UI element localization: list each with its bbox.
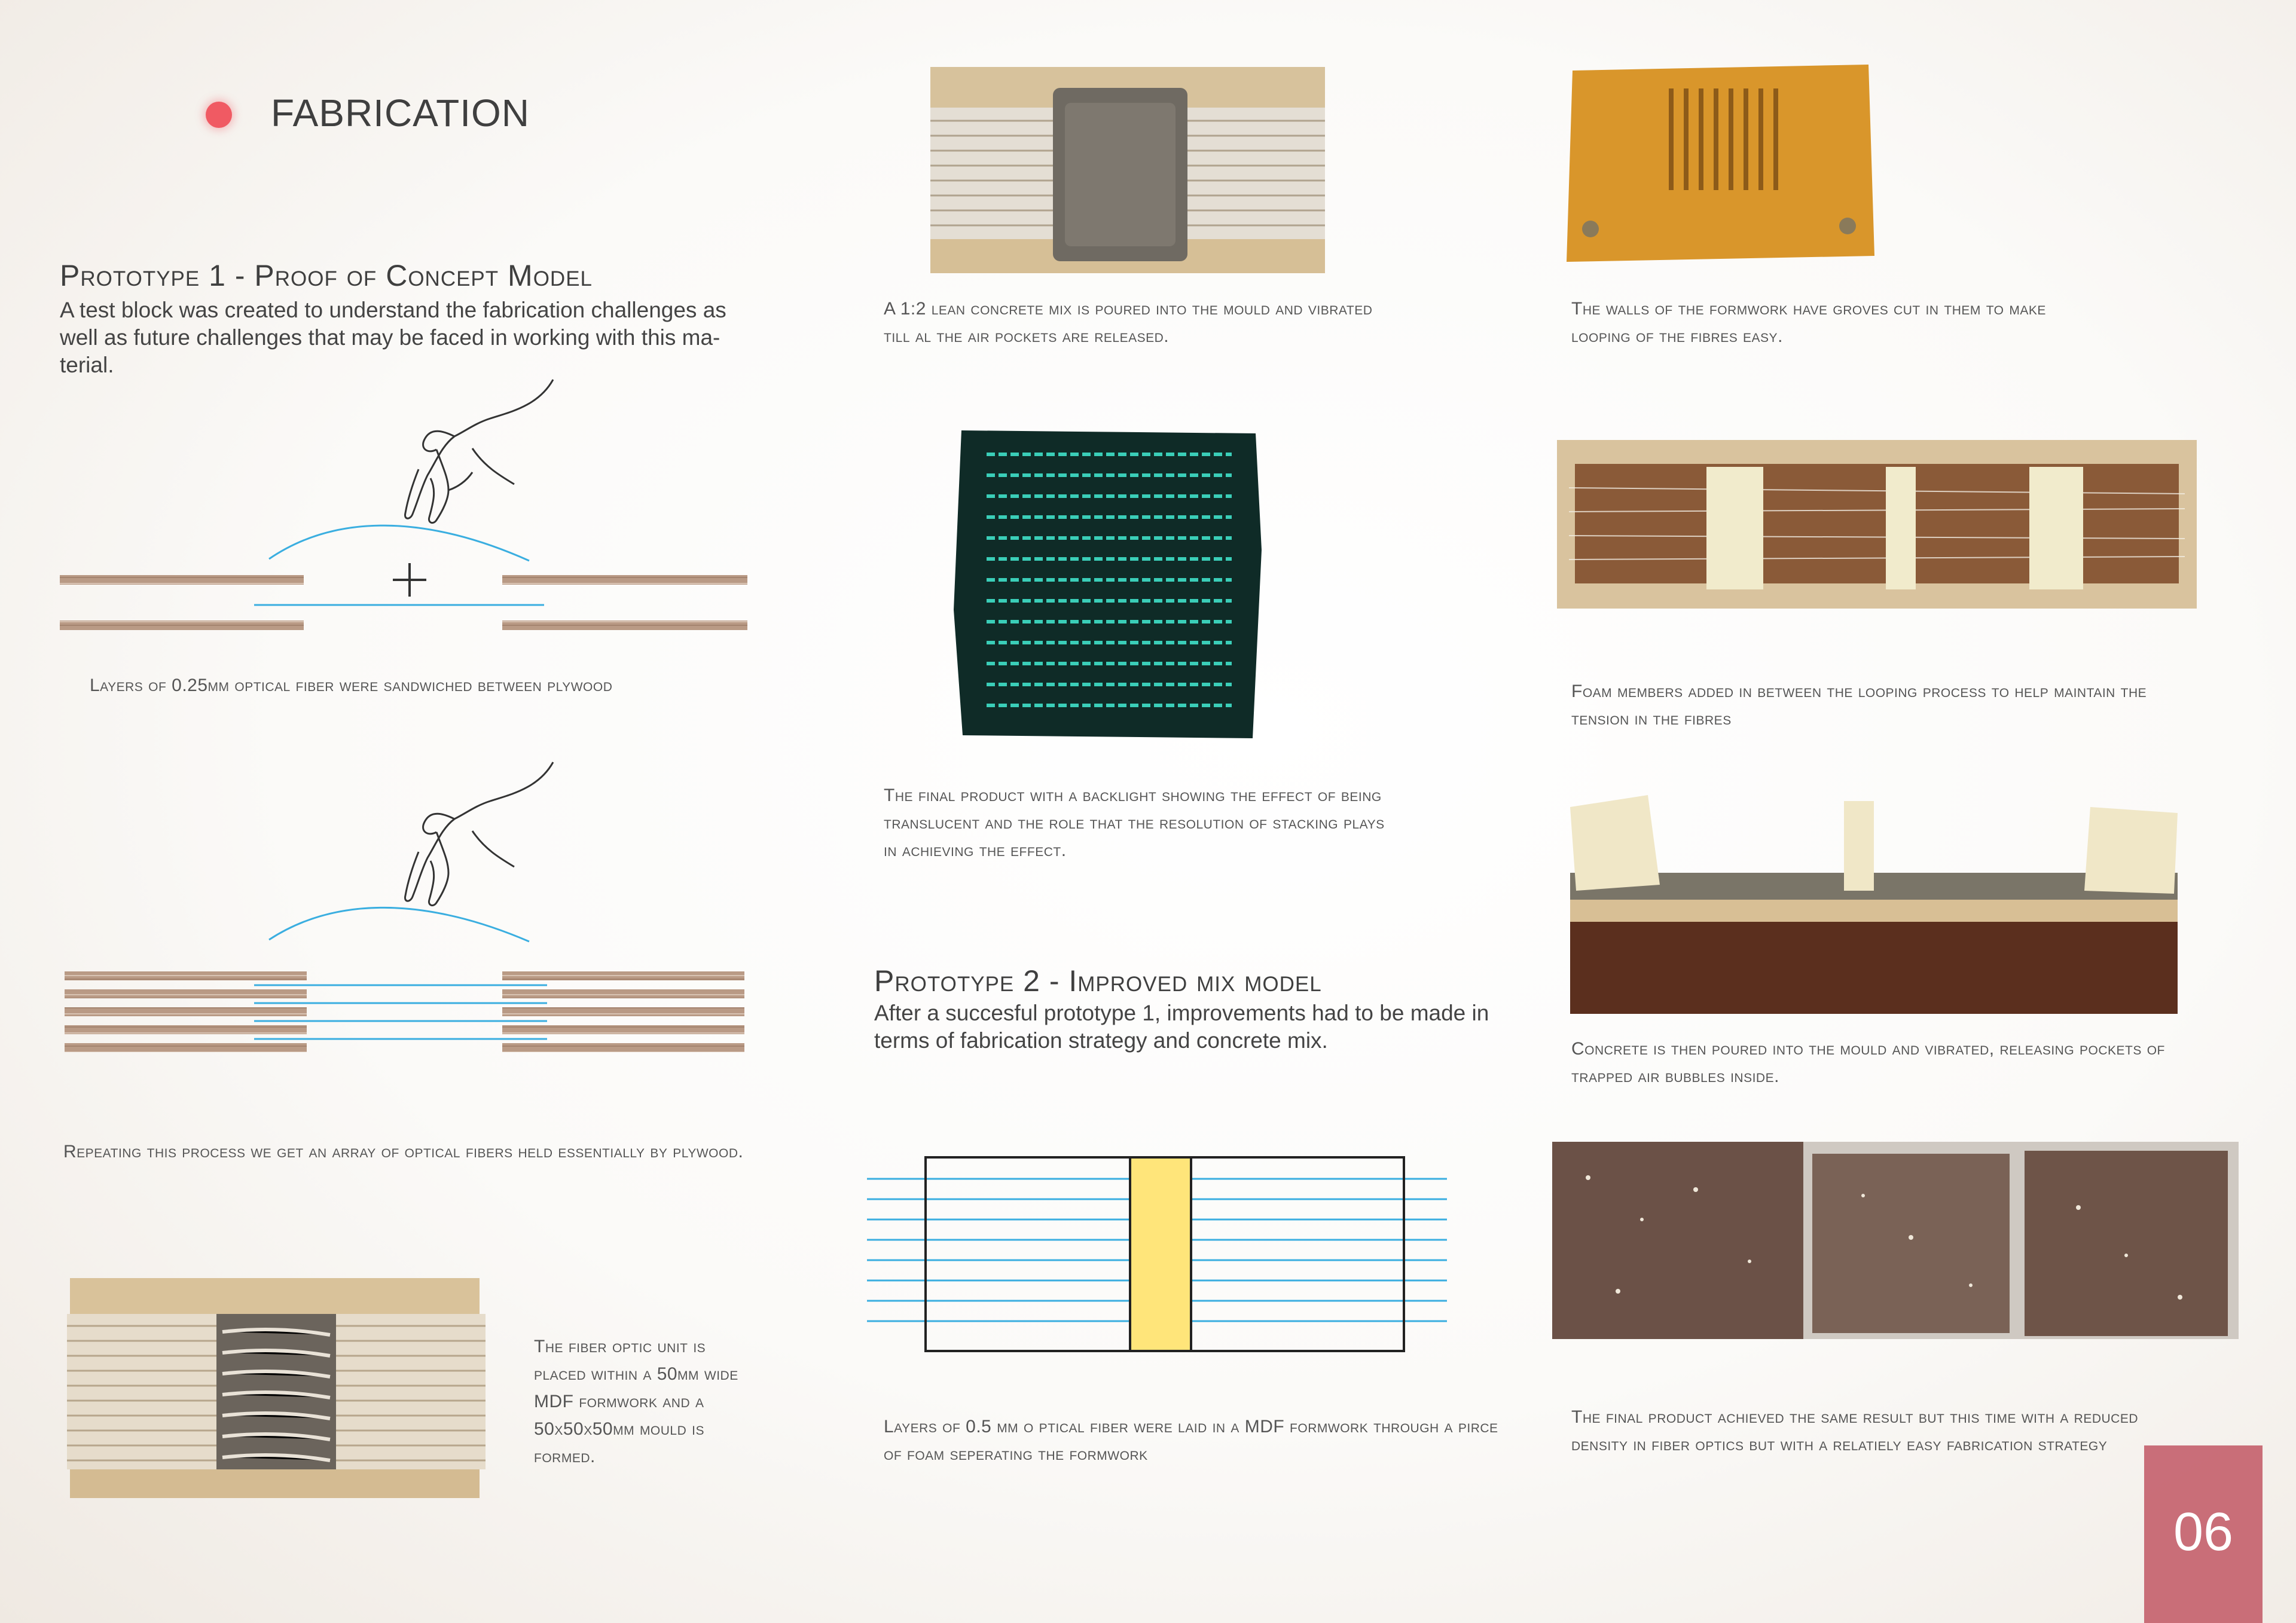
caption-foam: Foam members added in between the looping process to help maintain the tension in the fibres [1571,681,2147,729]
plywood-layer [502,621,747,630]
single-layer-diagram [54,371,759,640]
plywood-stack [65,971,744,1052]
concrete-pour-photo [930,67,1325,273]
caption-unit: The fiber optic unit is placed within a 50mm wide MDF formwork and a 50x50x50mm mould is formed. [534,1337,738,1466]
grooved-formwork-photo [1567,65,1874,262]
hand-sketch-icon [405,380,553,523]
stacked-array-diagram [60,753,765,1076]
caption-layers2: Layers of 0.5 mm o ptical fiber were laid in a MDF formwork through a pirce of foam seperating the formwork [884,1417,1498,1464]
plywood-layer [60,575,304,585]
plywood-layer [60,621,304,630]
plus-icon [393,563,426,597]
screw-icon [1839,218,1856,234]
screw-icon [1582,221,1599,237]
final-blocks-photo [1552,1142,2239,1339]
caption-walls: The walls of the formwork have groves cut in them to make looping of the fibres easy. [1571,299,2046,346]
bullet-dot [206,102,232,128]
formwork-diagram [864,1154,1450,1357]
prototype2-title: Prototype 2 - Improved mix model [874,964,1322,998]
foam-piece [1130,1157,1191,1351]
fiber-arc [269,907,529,942]
foam-members-photo [1557,440,2197,609]
caption-final: The final product with a backlight showing the effect of being translucent and the role that the resolution of stacking plays in achieving the effect. [884,785,1385,860]
page-title: FABRICATION [271,91,530,135]
caption-layers: Layers of 0.25mm optical fiber were sandwiched between plywood [90,676,613,695]
concrete-poured-photo [1570,795,2178,1014]
caption-result: The final product achieved the same result but this time with a reduced density in fiber optics but with a relatiely easy fabrication strategy [1571,1407,2139,1454]
caption-concrete: Concrete is then poured into the mould and vibrated, releasing pockets of trapped air bubbles inside. [1571,1039,2165,1086]
plywood-layer [502,575,747,585]
prototype1-title: Prototype 1 - Proof of Concept Model [60,259,593,292]
prototype2-text: After a succesful prototype 1, improvements had to be made in terms of fabrication strategy and concrete mix. [874,1001,1489,1053]
caption-pour: A 1:2 lean concrete mix is poured into the mould and vibrated till al the air pockets are released. [884,299,1373,346]
page-number: 06 [2173,1502,2234,1562]
fiber-unit-photo [67,1278,486,1499]
prototype1-text: A test block was created to understand the fabrication challenges as well as future challenges that may be faced in working with this ma-terial. [60,298,726,377]
fiber-arc [269,525,529,561]
backlit-block-photo [951,430,1265,741]
caption-repeat: Repeating this process we get an array of optical fibers held essentially by plywood. [63,1142,744,1162]
hand-sketch-icon [405,762,553,906]
